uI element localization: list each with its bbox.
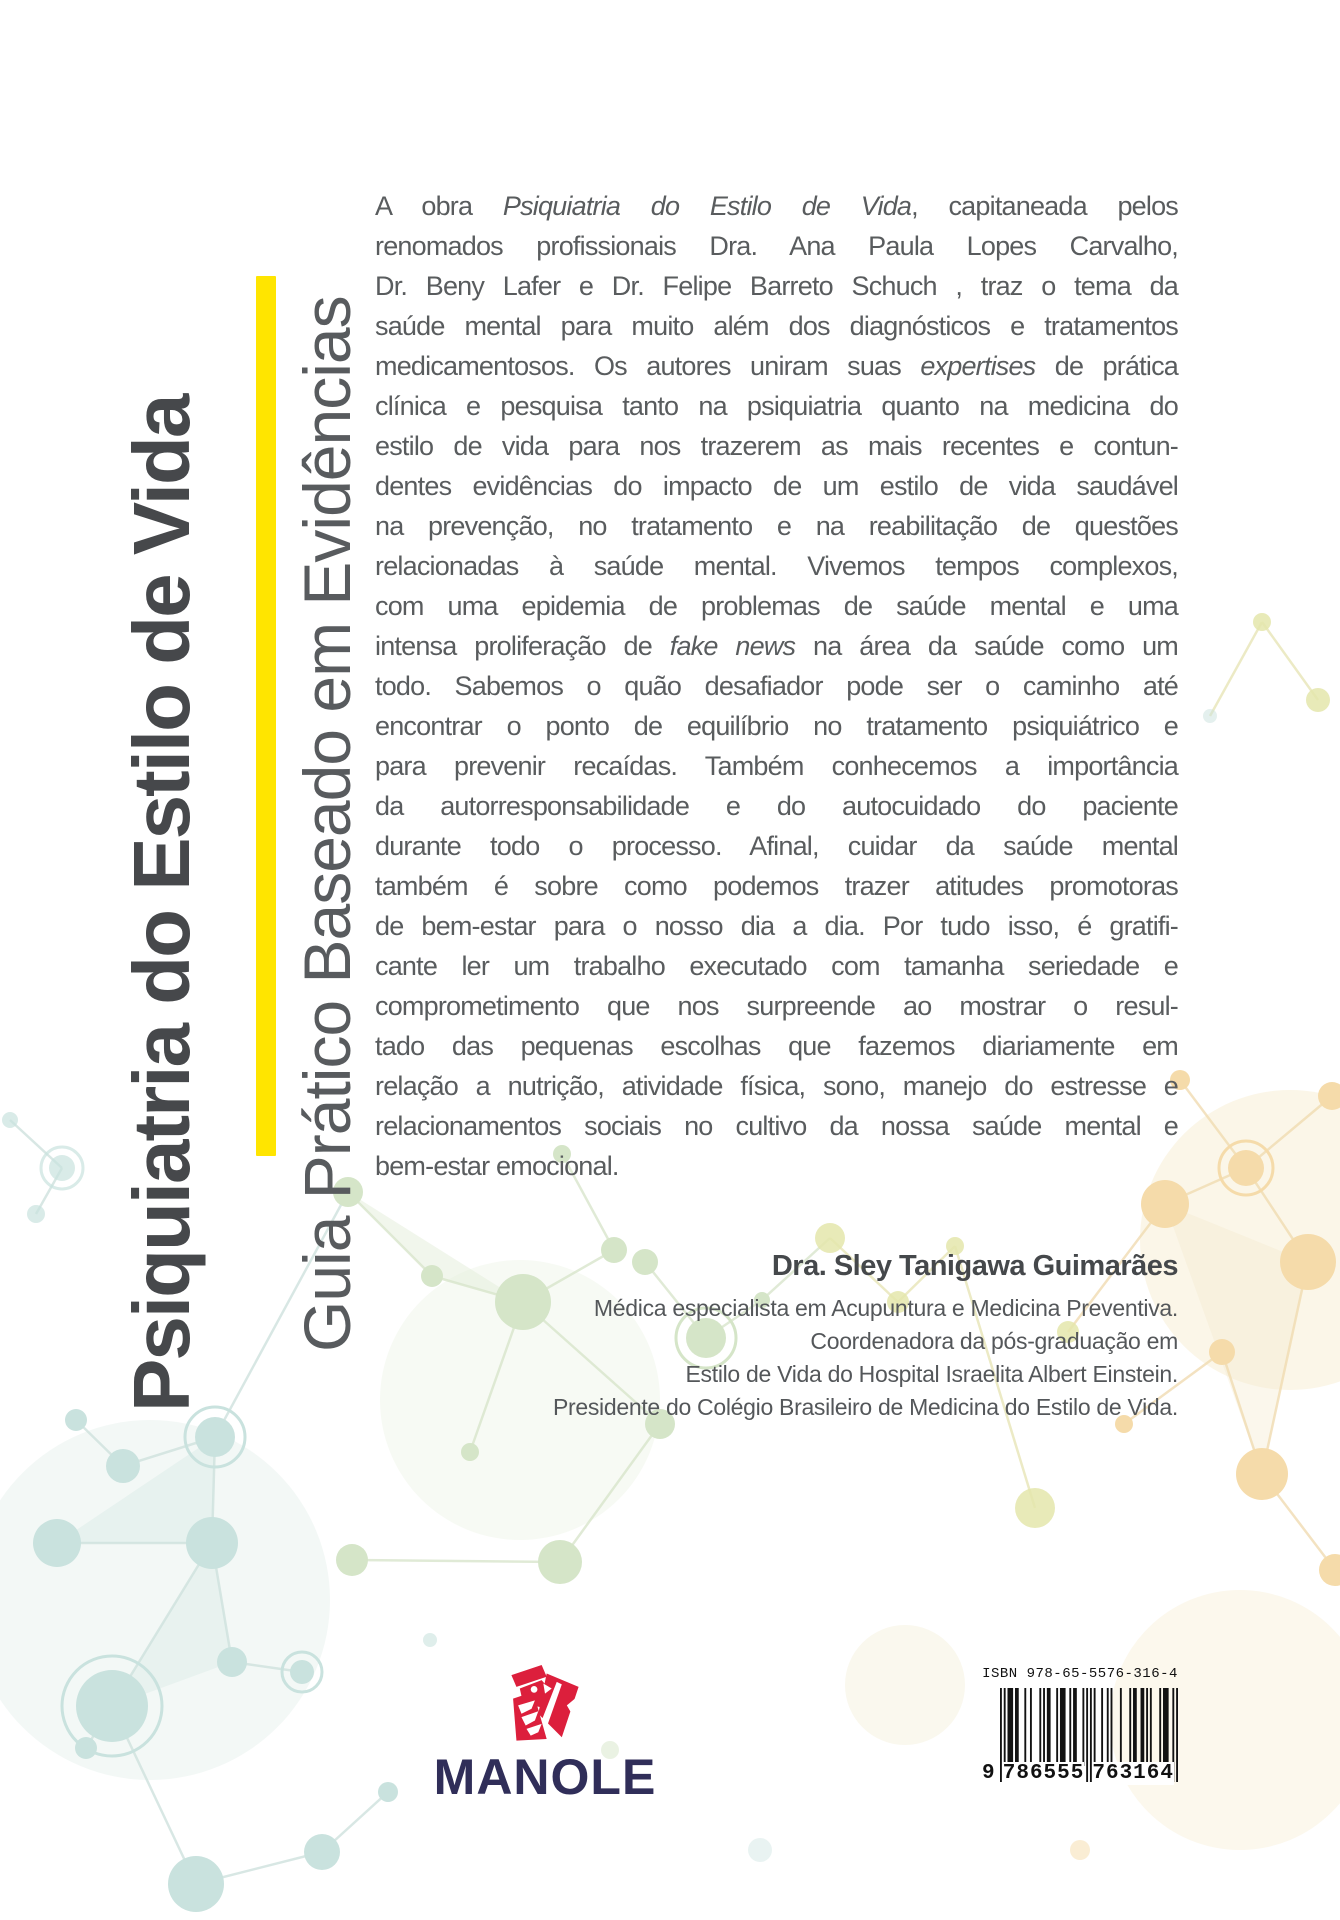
attribution-name: Dra. Sley Tanigawa Guimarães: [771, 1250, 1178, 1282]
synopsis-line: clínica e pesquisa tanto na psiquiatria quanto na medicina do: [375, 391, 1178, 421]
book-subtitle-vertical: Guia Prático Baseado em Evidências: [290, 296, 364, 1352]
synopsis-line: da autorresponsabilidade e do autocuidado do paciente: [375, 791, 1178, 821]
synopsis-line: Dr. Beny Lafer e Dr. Felipe Barreto Schuch , traz o tema da: [375, 271, 1178, 301]
synopsis-line: para prevenir recaídas. Também conhecemos a importância: [375, 751, 1178, 781]
synopsis-line: estilo de vida para nos trazerem as mais recentes e contun-: [375, 431, 1178, 461]
publisher-wordmark: MANOLE: [433, 1749, 657, 1805]
synopsis-text: [375, 186, 1178, 1186]
ean-digit-group: 786555: [1002, 1762, 1085, 1785]
attribution-line: Médica especialista em Acupuntura e Medicina Preventiva.: [593, 1295, 1178, 1321]
attribution-block: [375, 1246, 1178, 1424]
synopsis-line: relacionamentos sociais no cultivo da nossa saúde mental e: [375, 1111, 1178, 1141]
synopsis-line: com uma epidemia de problemas de saúde mental e uma: [375, 591, 1178, 621]
synopsis-line: relação a nutrição, atividade física, sono, manejo do estresse e: [375, 1071, 1178, 1101]
synopsis-line: renomados profissionais Dra. Ana Paula Lopes Carvalho,: [375, 231, 1178, 261]
synopsis-line: dentes evidências do impacto de um estilo de vida saudável: [375, 471, 1178, 501]
synopsis-line: tado das pequenas escolhas que fazemos diariamente em: [375, 1031, 1178, 1061]
ean-digit-group: 9: [982, 1762, 995, 1785]
book-title-vertical: Psiquiatria do Estilo de Vida: [117, 395, 206, 1412]
attribution-line: Coordenadora da pós-graduação em: [810, 1328, 1178, 1354]
attribution-credentials: [375, 1292, 1178, 1424]
isbn-label: ISBN 978-65-5576-316-4: [982, 1666, 1178, 1682]
synopsis-line: medicamentosos. Os autores uniram suas expertises de prática: [375, 351, 1178, 381]
synopsis-line: na prevenção, no tratamento e na reabilitação de questões: [375, 511, 1178, 541]
synopsis-line: bem-estar emocional.: [375, 1151, 619, 1181]
barcode: [982, 1664, 1178, 1785]
attribution-line: Estilo de Vida do Hospital Israelita Albert Einstein.: [685, 1361, 1178, 1387]
yellow-accent-bar: [256, 276, 276, 1156]
synopsis-line: comprometimento que nos surpreende ao mostrar o resul-: [375, 991, 1178, 1021]
synopsis-line: também é sobre como podemos trazer atitudes promotoras: [375, 871, 1178, 901]
synopsis-line: A obra Psiquiatria do Estilo de Vida, capitaneada pelos: [375, 191, 1179, 221]
ean-digit-group: 763164: [1092, 1762, 1174, 1785]
synopsis-line: de bem-estar para o nosso dia a dia. Por tudo isso, é gratifi-: [375, 911, 1178, 941]
ean-digits: [982, 1762, 1178, 1785]
synopsis-line: durante todo o processo. Afinal, cuidar da saúde mental: [375, 831, 1178, 861]
attribution-line: Presidente do Colégio Brasileiro de Medicina do Estilo de Vida.: [552, 1394, 1178, 1420]
manole-logo-icon: [503, 1658, 587, 1746]
synopsis-line: todo. Sabemos o quão desafiador pode ser o caminho até: [375, 671, 1178, 701]
synopsis-line: relacionadas à saúde mental. Vivemos tempos complexos,: [375, 551, 1178, 581]
synopsis-line: saúde mental para muito além dos diagnósticos e tratamentos: [375, 311, 1178, 341]
synopsis-line: cante ler um trabalho executado com tamanha seriedade e: [375, 951, 1178, 981]
synopsis-line: encontrar o ponto de equilíbrio no tratamento psiquiátrico e: [375, 711, 1178, 741]
synopsis-line: intensa proliferação de fake news na área da saúde como um: [375, 631, 1178, 661]
